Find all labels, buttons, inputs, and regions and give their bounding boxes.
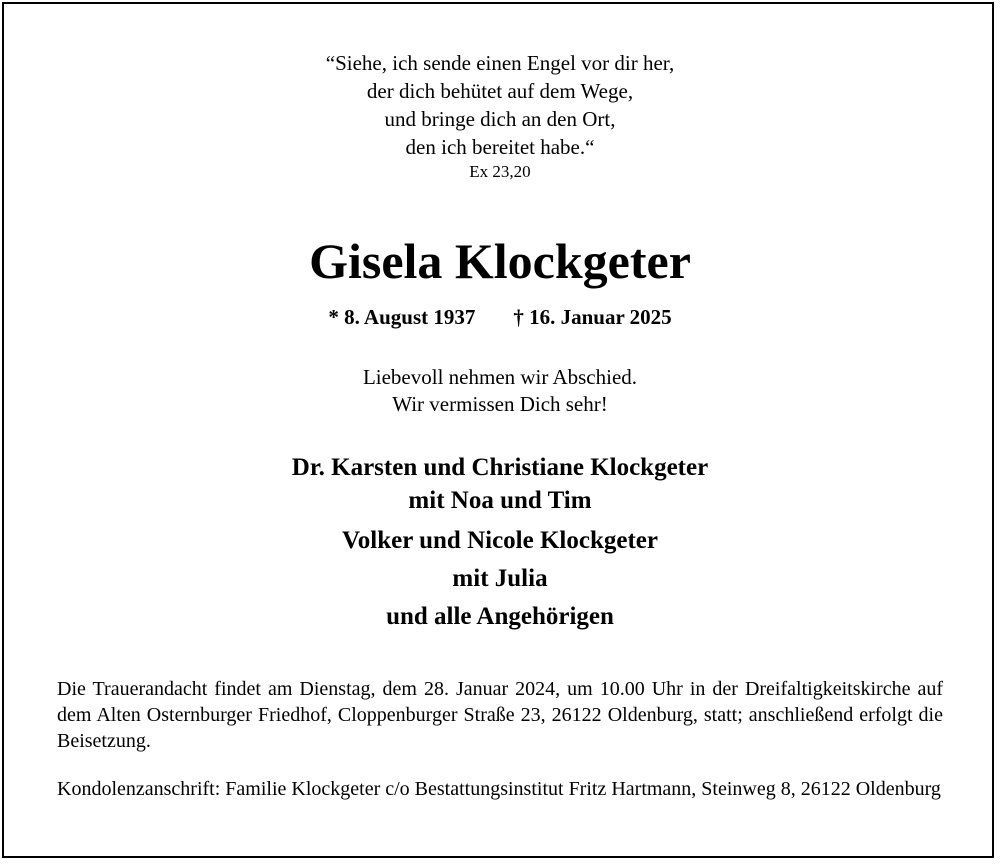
mourner-line: mit Noa und Tim: [408, 487, 592, 514]
verse-line: und bringe dich an den Ort,: [384, 107, 616, 131]
mourner-line: Dr. Karsten und Christiane Klockgeter: [291, 454, 709, 481]
farewell-text: [0, 364, 1000, 418]
verse-line: den ich bereitet habe.“: [405, 135, 595, 159]
verse-reference: Ex 23,20: [469, 162, 531, 181]
farewell-line: Wir vermissen Dich sehr!: [392, 392, 608, 416]
deceased-name: Gisela Klockgeter: [309, 233, 691, 289]
mourners-list: [0, 451, 1000, 633]
mourner-line: Volker und Nicole Klockgeter: [342, 527, 658, 554]
farewell-line: Liebevoll nehmen wir Abschied.: [362, 365, 638, 389]
life-dates: [0, 303, 1000, 331]
birth-date: * 8. August 1937: [328, 305, 476, 329]
condolence-address: Kondolenzanschrift: Familie Klockgeter c/o Bestattungsinstitut Fritz Hartmann, Steinweg 8, 26122 Oldenburg: [57, 778, 941, 800]
bible-verse: [0, 49, 1000, 161]
mourner-line: und alle Angehörigen: [386, 603, 614, 630]
verse-line: “Siehe, ich sende einen Engel vor dir her,: [325, 51, 675, 75]
mourner-line: mit Julia: [452, 565, 548, 592]
death-date: † 16. Januar 2025: [513, 305, 672, 329]
verse-line: der dich behütet auf dem Wege,: [366, 79, 634, 103]
service-details: Die Trauerandacht findet am Dienstag, dem 28. Januar 2024, um 10.00 Uhr in der Dreifaltigkeitskirche auf dem Alten Osternburger Friedhof, Cloppenburger Straße 23, 26122 Oldenburg, statt; anschließend erfolgt die Beisetzung.: [57, 678, 943, 752]
